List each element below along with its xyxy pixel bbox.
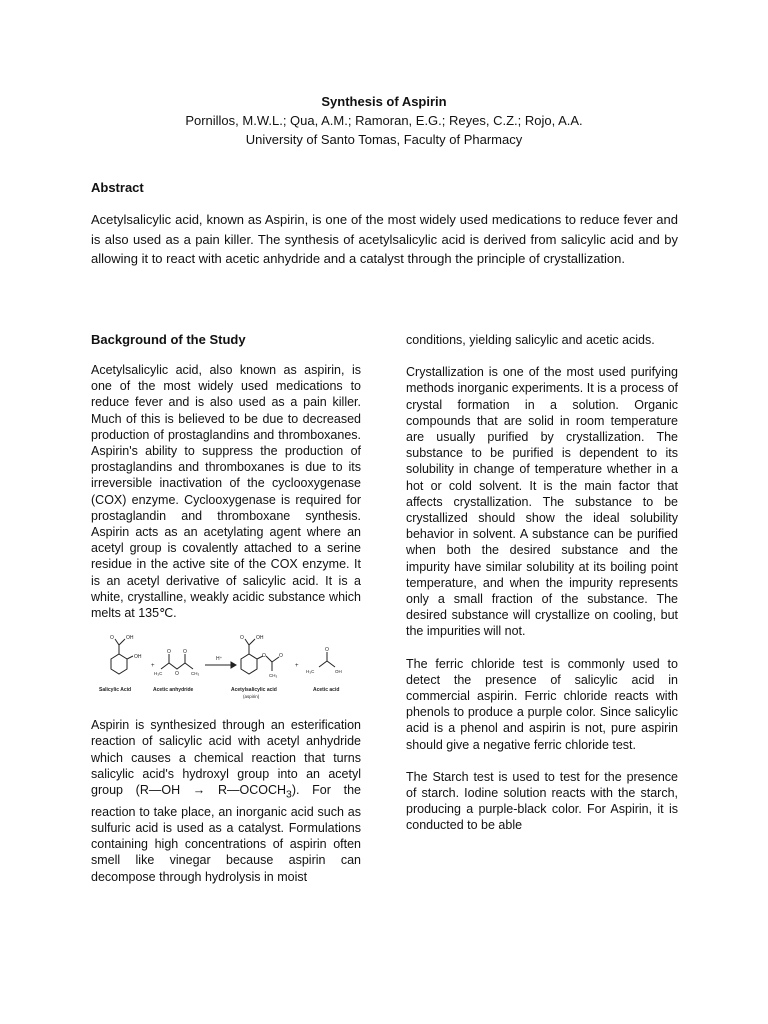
affiliation: University of Santo Tomas, Faculty of Pharmacy: [245, 132, 523, 147]
acetic-acid-h3c-label: H₃C: [306, 669, 315, 675]
background-heading: Background of the Study: [91, 332, 246, 347]
aspirin-o-label: O: [240, 635, 244, 642]
salicylic-oh-top-label: OH: [126, 635, 134, 642]
acetic-acid-oh-label: OH: [335, 669, 342, 675]
background-p2-subscript: 3: [286, 789, 292, 801]
ferric-chloride-paragraph: The ferric chloride test is commonly used to detect the presence of salicylic acid in commercial aspirin. Ferric chloride reacts with phenols to produce a purple color. Since salicylic acid is a phenol and aspirin is not, pure aspirin should give a negative ferric chloride test.: [406, 656, 678, 752]
anhydride-ch3-label: CH₃: [191, 671, 200, 677]
anhydride-o1-label: O: [167, 649, 171, 656]
anhydride-h3c-label: H₃C: [154, 671, 163, 677]
crystallization-paragraph: Crystallization is one of the most used purifying methods inorganic experiments. It is a process of crystal formation in a solution. Organic compounds that are solid in room temperature are usually purified by crystallization. The substance to be purified is dependent to its solubility in change of temperature whether in a hot or cold solvent. It is the main factor that affects crystallization. The substance to be crystallized should show the ideal solubility behavior in solvent. A substance can be purified when both the desired substance and the impurity have similar solubility at its boiling point temperature, and when the impurity represents only a small fraction of the substance. The desired substance will crystallize on cooling, but the impurities will not.: [406, 365, 678, 639]
anhydride-o2-label: O: [183, 649, 187, 656]
aspirin-structure: [241, 639, 279, 674]
abstract-text: Acetylsalicylic acid, known as Aspirin, is one of the most widely used medications to reduce fever and is also used as a pain killer. The synthesis of acetylsalicylic acid is derived from salicylic acid and by allowing it to react with acetic anhydride and a catalyst through the principle of crystallization.: [91, 212, 678, 266]
label-acetic-acid: Acetic acid: [313, 687, 340, 694]
salicylic-oh-side-label: OH: [134, 654, 142, 661]
paper-header: [0, 92, 768, 149]
background-paragraph-1: Acetylsalicylic acid, also known as aspirin, is one of the most widely used medications to reduce fever and is also used as a pain killer. Much of this is believed to be due to decreased production of prostaglandins and thromboxanes. Aspirin's ability to suppress the production of prostaglandins and thromboxanes is due to its irreversible inactivation of the cyclooxygenase (COX) enzyme. Cyclooxygenase is required for prostaglandin and thromboxane synthesis. Aspirin acts as an acetylating agent where an acetyl group is covalently attached to a serine residue in the active site of the COX enzyme. It is an acetyl derivative of salicylic acid. It is a white, crystalline, weakly acidic substance which melts at 135℃.: [91, 363, 361, 621]
reaction-arrow: [205, 662, 236, 668]
acetic-anhydride-structure: [161, 654, 193, 669]
label-salicylic-acid: Salicylic Acid: [99, 687, 132, 694]
starch-test-paragraph: The Starch test is used to test for the presence of starch. Iodine solution reacts with the starch, producing a purple-black color. For Aspirin, it is conducted to be able: [406, 769, 678, 833]
plus-sign-1: +: [151, 663, 155, 670]
plus-sign-2: +: [295, 663, 299, 670]
label-acetylsalicylic-acid: Acetylsalicylic acid: [231, 687, 277, 694]
label-acetic-anhydride: Acetic anhydride: [153, 687, 194, 694]
catalyst-label: H⁺: [216, 656, 223, 663]
aspirin-ch3-label: CH₃: [269, 673, 278, 679]
aspirin-reaction-scheme: [91, 629, 361, 703]
background-p2-text-b: ). For the reaction to take place, an inorganic acid such as sulfuric acid is used as a catalyst. Formulations containing high concentrations of aspirin often smell like vinegar because aspirin can decompose through hydrolysis in moist: [91, 783, 361, 884]
background-paragraph-2-continued: conditions, yielding salicylic and acetic acids.: [406, 333, 655, 347]
acetic-acid-structure: [319, 652, 335, 667]
salicylic-acid-structure: [111, 639, 133, 674]
aspirin-ester-o-label: O: [262, 653, 266, 660]
background-paragraph-2: [91, 717, 361, 885]
left-column: [91, 332, 361, 885]
aspirin-oh-label: OH: [256, 635, 264, 642]
salicylic-o-label: O: [110, 635, 114, 642]
paper-title: Synthesis of Aspirin: [321, 94, 447, 109]
right-column: [406, 332, 678, 834]
acetic-acid-o-label: O: [325, 647, 329, 654]
aspirin-carbonyl-o-label: O: [279, 653, 283, 660]
author-list: Pornillos, M.W.L.; Qua, A.M.; Ramoran, E.G.; Reyes, C.Z.; Rojo, A.A.: [185, 113, 583, 128]
abstract-heading: Abstract: [91, 180, 144, 195]
label-aspirin: (aspirin): [243, 694, 260, 700]
anhydride-bridge-o-label: O: [175, 671, 179, 678]
background-p2-text-a: Aspirin is synthesized through an esterification reaction of salicylic acid with acetyl anhydride which causes a chemical reaction that turns salicylic acid's hydroxyl group into an acetyl group (R—OH → R—OCOCH: [91, 718, 361, 798]
